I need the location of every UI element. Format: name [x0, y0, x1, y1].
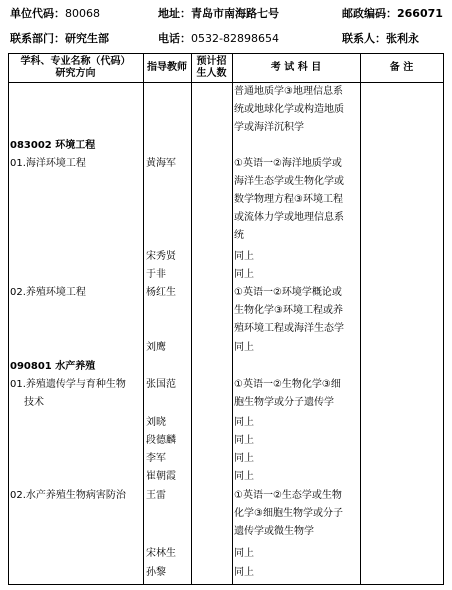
advisor-cui: 崔朝霞	[146, 471, 176, 482]
col-header-remarks-label: 备 注	[389, 62, 414, 73]
col-header-exam	[232, 62, 360, 74]
col-header-remarks	[360, 62, 443, 74]
exam-6-line1: ①英语一②生物化学③细	[234, 379, 341, 390]
postcode-label: 邮政编码：	[342, 7, 397, 20]
exam-same-2: 同上	[234, 251, 254, 262]
unit-code-value: 80068	[65, 7, 100, 20]
contact-label: 联系人：	[342, 32, 386, 45]
exam-4-line1: ①英语一②环境学概论或	[234, 287, 342, 298]
col-header-plan-line1: 预计招	[196, 56, 227, 67]
advisor-yang: 杨红生	[146, 287, 176, 298]
contact-value: 张利永	[386, 32, 419, 45]
advisor-liu-xiao: 刘晓	[146, 417, 166, 428]
direction-01-genetics-line2: 技术	[24, 397, 44, 408]
exam-4-line3: 殖环境工程或海洋生态学	[234, 323, 344, 334]
unit-code-label: 单位代码：	[10, 7, 65, 20]
exam-same-3: 同上	[234, 269, 254, 280]
exam-same-10: 同上	[234, 471, 254, 482]
phone-label: 电话：	[158, 32, 191, 45]
exam-same-7: 同上	[234, 417, 254, 428]
exam-same-8: 同上	[234, 435, 254, 446]
advisor-wang: 王雷	[146, 490, 166, 501]
exam-same-13: 同上	[234, 567, 254, 578]
department-label: 联系部门：	[10, 32, 65, 45]
advisor-li: 李军	[146, 453, 166, 464]
direction-01-marine-env: 01.海洋环境工程	[10, 158, 86, 169]
exam-11-line2: 化学③细胞生物学或分子	[234, 508, 343, 519]
col-header-exam-label: 考 试 科 目	[270, 62, 322, 73]
advisor-sun: 孙黎	[146, 567, 166, 578]
exam-1-line5: 统	[234, 230, 244, 241]
col-header-advisor	[143, 62, 191, 74]
postcode-value: 266071	[397, 7, 443, 20]
exam-same-5: 同上	[234, 342, 254, 353]
exam-11-line3: 遗传学或微生物学	[234, 526, 314, 537]
exam-11-line1: ①英语一②生态学或生物	[234, 490, 342, 501]
major-083002: 083002 环境工程	[10, 140, 96, 151]
exam-4-line2: 生物化学③环境工程或养	[234, 305, 343, 316]
advisor-huang: 黄海军	[146, 158, 176, 169]
advisor-zhang: 张国范	[146, 379, 176, 390]
exam-6-line2: 胞生物学或分子遗传学	[234, 397, 334, 408]
advisor-duan: 段德麟	[146, 435, 176, 446]
exam-cont-line3: 学或海洋沉积学	[234, 122, 304, 133]
major-090801: 090801 水产养殖	[10, 361, 96, 372]
direction-01-genetics-line1: 01.养殖遗传学与育种生物	[10, 379, 126, 390]
address-value: 青岛市南海路七号	[191, 7, 279, 20]
col-header-subject	[8, 56, 143, 80]
col-header-subject-line2: 研究方向	[55, 68, 96, 79]
department-value: 研究生部	[65, 32, 109, 45]
col-header-advisor-label: 指导教师	[147, 62, 187, 73]
exam-cont-line1: 普通地质学③地理信息系	[234, 86, 343, 97]
exam-same-9: 同上	[234, 453, 254, 464]
advisor-yu: 于非	[146, 269, 166, 280]
direction-02-aquaculture-env: 02.养殖环境工程	[10, 287, 86, 298]
advisor-song-linsheng: 宋林生	[146, 548, 176, 559]
advisor-song-xiuxian: 宋秀贤	[146, 251, 176, 262]
direction-02-disease: 02.水产养殖生物病害防治	[10, 490, 126, 501]
col-header-subject-line1: 学科、专业名称（代码）	[20, 56, 131, 67]
exam-same-12: 同上	[234, 548, 254, 559]
exam-1-line4: 或流体力学或地理信息系	[234, 212, 344, 223]
address-label: 地址：	[158, 7, 191, 20]
phone-value: 0532-82898654	[191, 32, 279, 45]
col-header-plan	[191, 56, 232, 80]
advisor-liu-ying: 刘鹰	[146, 342, 166, 353]
exam-cont-line2: 统或地球化学或构造地质	[234, 104, 344, 115]
exam-1-line3: 数学物理方程③环境工程	[234, 194, 343, 205]
col-header-plan-line2: 生人数	[196, 68, 227, 79]
exam-1-line1: ①英语一②海洋地质学或	[234, 158, 342, 169]
exam-1-line2: 海洋生态学或生物化学或	[234, 176, 344, 187]
